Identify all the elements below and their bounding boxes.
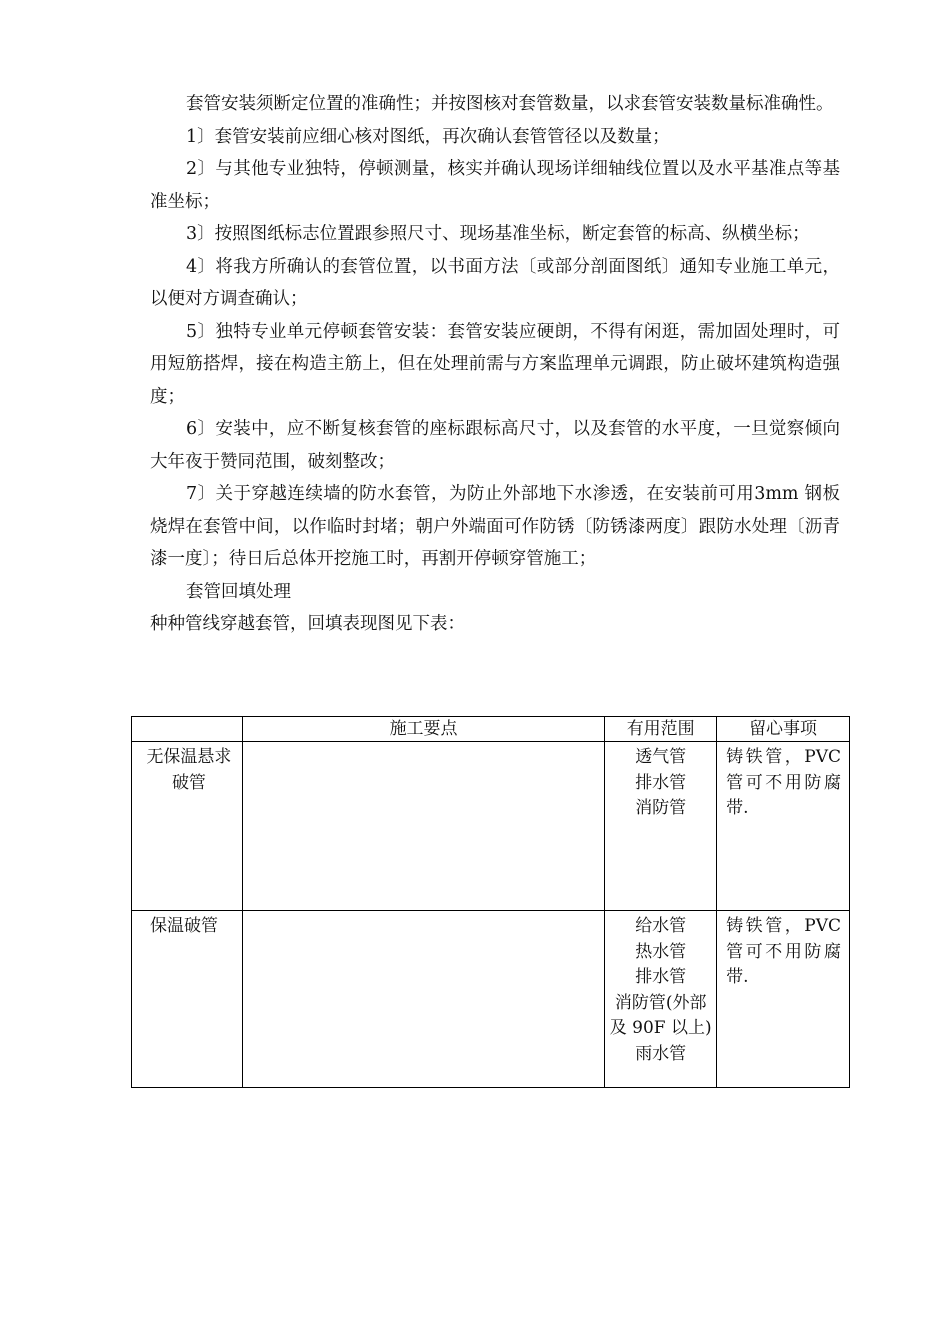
table-intro: 种种管线穿越套管，回填表现图见下表： [150,614,465,634]
cell-text: 铸铁管，PVC 管可不用防腐带. [726,747,841,818]
cell-text [243,742,604,745]
paragraph-step-2: 2〕与其他专业独特，停顿测量，核实并确认现场详细轴线位置以及水平基准点等基准坐标； [150,159,840,212]
cell-text: 保温破管 [150,916,218,936]
cell-text: 铸铁管，PVC 管可不用防腐带. [726,916,841,987]
paragraph-step-3: 3〕按照图纸标志位置跟参照尺寸、现场基准坐标，断定套管的标高、纵横坐标； [186,224,810,244]
paragraph-step-1: 1〕套管安装前应细心核对图纸，再次确认套管管径以及数量； [186,126,670,147]
table-row [132,911,850,1088]
table-header-notes: 留心事项 [717,717,850,742]
table-cell-type [132,742,243,911]
table-header-row [132,717,850,742]
paragraph-step-7: 7〕关于穿越连续墙的防水套管，为防止外部地下水渗透，在安装前可用3mm 钢板烧焊在套管中间，以作临时封堵；朝户外端面可作防锈〔防锈漆两度〕跟防水处理〔沥青漆一度〕；待日后总体开挖施工时，再割开停顿穿管施工； [150,484,840,569]
paragraph-step-4: 4〕将我方所确认的套管位置，以书面方法〔或部分剖面图纸〕通知专业施工单元，以便对方调查确认； [150,256,840,309]
table-cell-points [242,911,604,1088]
table-header-type [132,717,243,742]
table-cell-notes [717,742,850,911]
table-cell-points [242,742,604,911]
document-body [150,88,840,641]
table-row [132,742,850,911]
cell-text [243,911,604,914]
paragraph-step-5: 5〕独特专业单元停顿套管安装：套管安装应硬朗，不得有闲逛，需加固处理时，可用短筋搭焊，接在构造主筋上，但在处理前需与方案监理单元调跟，防止破坏建筑构造强度； [150,321,840,407]
backfill-table [131,716,850,1088]
section-title: 套管回填处理 [186,581,291,602]
cell-text: 透气管 排水管 消防管 [635,747,687,818]
cell-text: 给水管 热水管 排水管 消防管(外部及 90F 以上)雨水管 [609,916,712,1064]
table-header-scope: 有用范围 [605,717,717,742]
cell-text: 无保温悬求破管 [146,747,232,793]
table-cell-scope [605,911,717,1088]
table-header-points: 施工要点 [242,717,604,742]
paragraph-intro: 套管安装须断定位置的准确性；并按图核对套管数量，以求套管安装数量标准确性。 [186,94,834,114]
paragraph-step-6: 6〕安装中，应不断复核套管的座标跟标高尺寸，以及套管的水平度，一旦觉察倾向大年夜于赞同范围，破刻整改； [150,419,840,472]
table-cell-type [132,911,243,1088]
table-cell-notes [717,911,850,1088]
table-cell-scope [605,742,717,911]
